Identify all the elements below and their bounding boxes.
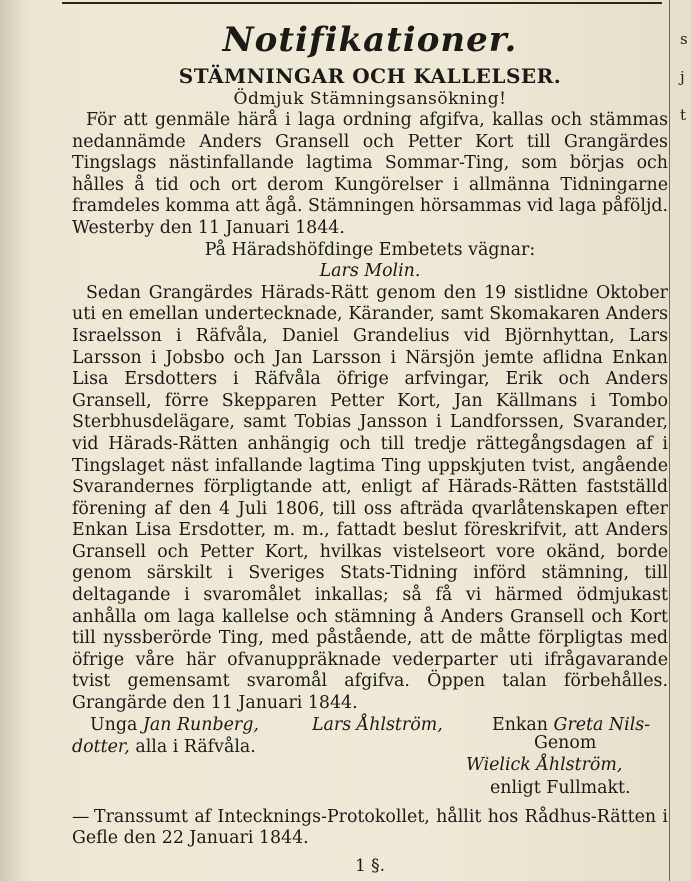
transumt-text: Transsumt af Intecknings-Protokollet, hållit hos Rådhus-Rätten i Gefle den 22 Januari 1844.	[72, 806, 668, 849]
signature-suffix: alla i Räfvåla.	[135, 736, 256, 757]
behalf-line: På Häradshöfdinge Embetets vägnar:	[204, 239, 536, 260]
signature-name: dotter,	[72, 736, 130, 757]
column-divider	[669, 0, 670, 881]
dash-mark: —	[72, 806, 90, 827]
adjacent-column-edge	[680, 20, 690, 134]
notice-subheading: Ödmjuk Stämningsansökning!	[233, 89, 507, 109]
signature-3	[312, 715, 443, 737]
signature-authority: enligt Fullmakt.	[490, 777, 631, 798]
signature-block	[72, 715, 668, 801]
signature-agent: Wielick Åhlström,	[466, 754, 623, 775]
transumt-paragraph	[72, 807, 668, 850]
edge-glyph: t	[680, 106, 687, 124]
paragraph-case: Sedan Grangärdes Härads-Rätt genom den 19 sistlidne Oktober uti en emellan undertecknade, Kärander, samt Skomakaren Anders Israelsson i Räfvåla, Daniel Grandelius vid Björnhyttan, Lars Larsson i Jobsbo och Jan Larsson i Närsjön jemte aflidna Enkan Lisa Ersdotters i Räfvåla öfrige arfvingar, Erik och Anders Gransell, förre Skepparen Petter Kort, Jan Källmans i Tombo Sterbhusdelägare, samt Tobias Jansson i Landforssen, Svarander, vid Härads-Rätten anhängig och till tredje rättegångsdagen af i Tingslaget näst infallande lagtima Ting uppskjuten tvist, angående Svarandernes förpligtande att, enligt af Härads-Rätten fastställd förening af den 4 Juli 1806, till oss afträda qvarlåtenskapen efter Enkan Lisa Ersdotter, m. m., fattadt beslut föreskrifvit, att Anders Gransell och Petter Kort, hvilkas vistelseort vore okänd, borde genom särskilt i Sveriges Stats-Tidning införd stämning, till deltagande i svaromålet inkallas; så få vi härmed ödmjukast anhålla om laga kallelse och stämning å Anders Gransell och Kort till nyssberörde Ting, med påstående, att de måtte förpligtas med öfrige våre här ofvanuppräknade vederparter uti ifrågavarande tvist gemensamt svaromål afgifva. Öppen talan förbehålles. Grangärde den 11 Januari 1844.	[72, 282, 668, 714]
top-rule	[62, 2, 662, 4]
signature-1	[90, 715, 259, 737]
signature-name: Lars Åhlström,	[312, 714, 443, 735]
paragraph-summons: För att genmäle härå i laga ordning afgifva, kallas och stämmas nedannämde Anders Gransell och Petter Kort till Grangärdes Tingslags nästinfallande lagtima Sommar-Ting, som börjas och hålles å tid och ort derom Kungörelser i allmänna Tidningarne framdeles komma att ågå. Stämningen hörsammas vid laga påföljd. Westerby den 11 Januari 1844.	[72, 110, 669, 238]
section-title: Notifikationer.	[222, 20, 518, 60]
signature-prefix: Unga	[90, 714, 138, 735]
article-column	[72, 12, 668, 876]
signature-prefix: Enkan	[492, 714, 549, 735]
section-number: 1 §.	[354, 855, 386, 876]
signer-name: Lars Molin.	[319, 261, 421, 282]
edge-glyph: s	[680, 30, 688, 48]
signature-name: Jan Runberg,	[142, 714, 259, 735]
section-heading: STÄMNINGAR OCH KALLELSER.	[178, 64, 562, 88]
edge-glyph: j	[680, 68, 685, 86]
signature-2	[72, 737, 256, 759]
signature-name: Greta Nils-	[553, 714, 651, 735]
signature-via: Genom	[534, 732, 597, 753]
